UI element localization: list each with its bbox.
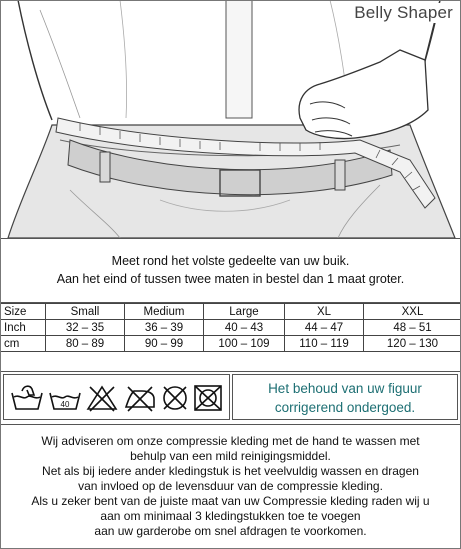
care-symbols	[3, 374, 230, 420]
wash-40-icon	[50, 393, 80, 409]
advice-line: behulp van een mild reinigingsmiddel.	[130, 449, 331, 463]
size-table-header: Small	[46, 304, 125, 320]
size-table-header-row	[1, 304, 461, 320]
no-tumble-dry-icon	[195, 386, 221, 410]
size-table-header: Size	[1, 304, 46, 320]
size-table-cell: 90 – 99	[125, 336, 204, 352]
measuring-illustration	[0, 0, 461, 239]
size-table-header: Medium	[125, 304, 204, 320]
wash-temperature-label: 40	[60, 400, 70, 409]
size-table-cell: 48 – 51	[364, 320, 461, 336]
size-table-header: XXL	[364, 304, 461, 320]
advice-line: Wij adviseren om onze compressie kleding met de hand te wassen met	[41, 434, 420, 448]
size-table-cell: Inch	[1, 320, 46, 336]
advice-line: Net als bij iedere ander kledingstuk is het veelvuldig wassen en dragen	[42, 464, 419, 478]
waist-measuring-drawing	[0, 0, 461, 238]
size-table-cell: 32 – 35	[46, 320, 125, 336]
size-table-cell: 36 – 39	[125, 320, 204, 336]
care-symbols-row	[10, 383, 224, 413]
advice-line: van invloed op de levensduur van de compressie kleding.	[78, 479, 383, 493]
instruction-line: Meet rond het volste gedeelte van uw buik.	[111, 254, 350, 268]
care-advice	[0, 424, 461, 549]
advice-line: Als u zeker bent van de juiste maat van uw Compressie kleding raden wij u	[31, 494, 430, 508]
hand-wash-icon	[12, 386, 42, 409]
care-slogan	[232, 374, 458, 420]
slogan-line: corrigerend ondergoed.	[274, 400, 416, 415]
measuring-instructions	[0, 238, 461, 303]
advice-line: aan om minimaal 3 kledingstukken toe te voegen	[100, 509, 361, 523]
size-table-cell: cm	[1, 336, 46, 352]
size-table-row	[1, 336, 461, 352]
size-table-cell: 44 – 47	[285, 320, 364, 336]
size-table-cell: 80 – 89	[46, 336, 125, 352]
size-table-header: Large	[204, 304, 285, 320]
instruction-line: Aan het eind of tussen twee maten in bestel dan 1 maat groter.	[56, 272, 405, 286]
no-dry-clean-icon	[164, 387, 186, 409]
care-section	[0, 371, 461, 425]
no-iron-icon	[126, 387, 154, 411]
size-table-cell: 110 – 119	[285, 336, 364, 352]
size-table	[0, 303, 461, 352]
size-table-row	[1, 320, 461, 336]
size-table-cell: 120 – 130	[364, 336, 461, 352]
brand-title: Belly Shaper	[354, 3, 453, 22]
size-table-cell: 40 – 43	[204, 320, 285, 336]
slogan-line: Het behoud van uw figuur	[268, 381, 422, 396]
size-table-cell: 100 – 109	[204, 336, 285, 352]
size-table-header: XL	[285, 304, 364, 320]
advice-line: aan uw garderobe om snel afdragen te voorkomen.	[94, 524, 367, 538]
no-bleach-icon	[88, 387, 116, 411]
